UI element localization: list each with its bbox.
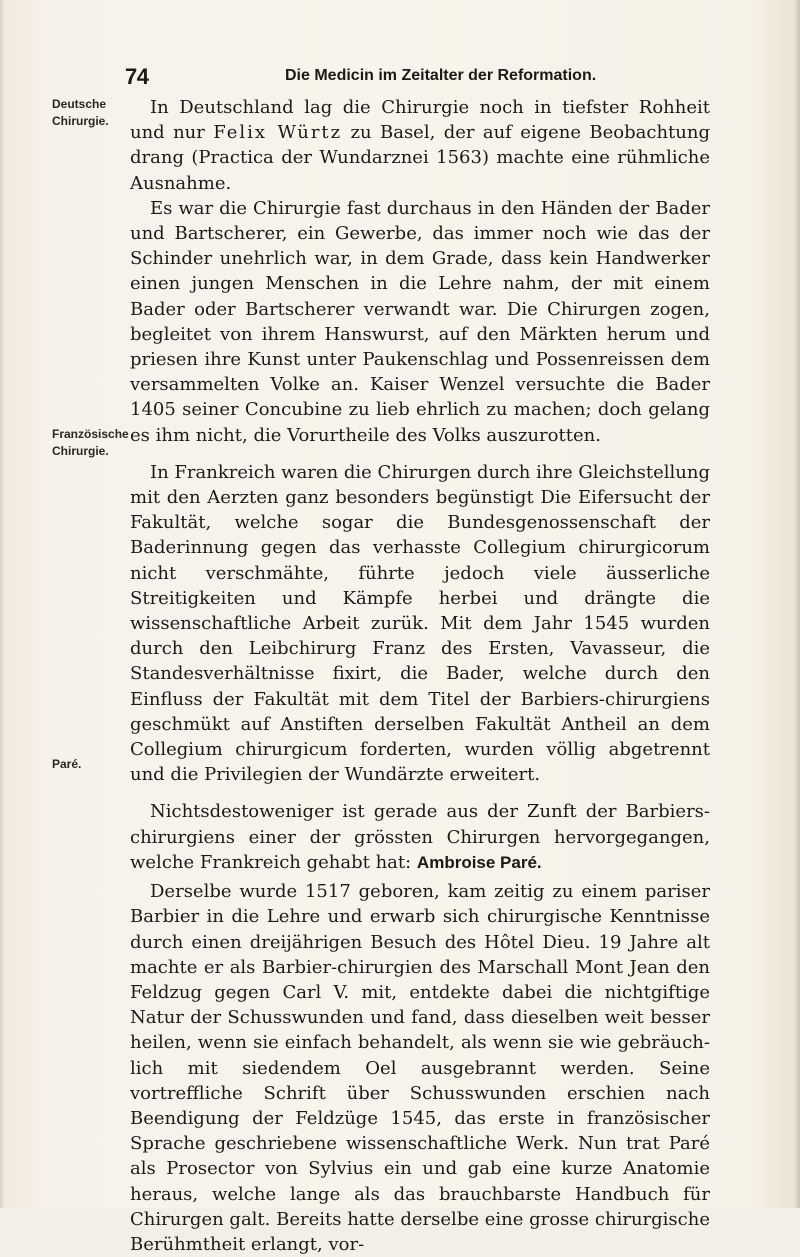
margin-note-pare	[52, 756, 122, 773]
person-name-ambroise-pare: Ambroise Paré.	[416, 852, 542, 872]
paragraph-bader-bartscherer: Es war die Chirurgie fast durchaus in den Händen der Bader und Bartscherer, ein Gewerbe, das immer noch wie das der Schinder unehrlich war, in dem Grade, dass kein Handwerker einen jungen Menschen in die Lehre nahm, der mit einem Bader oder Bartscherer verwandt war. Die Chirurgen zogen, begleitet von ihrem Hanswurst, auf den Märkten herum und priesen ihre Kunst unter Paukenschlag und Possenreissen dem versammelten Volke an. Kaiser Wenzel versuchte die Bader 1405 seiner Concubine zu lieb ehrlich zu machen; doch gelang es ihm nicht, die Vorurtheile des Volks auszurotten.	[130, 197, 710, 446]
body-text	[130, 95, 710, 1257]
margin-note-line: Französische	[52, 427, 129, 441]
paragraph-pare-biography: Derselbe wurde 1517 geboren, kam zeitig zu einem pariser Barbier in die Lehre und erwarb sich chirurgische Kenntnisse durch einen dreijährigen Besuch des Hôtel Dieu. 19 Jahre alt machte er als Barbier-chirurgien des Marschall Mont Jean den Feldzug gegen Carl V. mit, entdekte dabei die nichtgiftige Natur der Schusswunden und fand, dass dieselben weit besser heilen, wenn sie einfach behandelt, als wenn sie wie gebräuchlich mit siedendem Oel ausgebrannt werden. Seine vortreffliche Schrift über Schusswunden erschien nach Beendigung der Feldzüge 1545, das erste in französischer Sprache geschriebene wissenschaftliche Werk. Nun trat Paré als Prosector von Sylvius ein und gab eine kurze Anatomie heraus, welche lange als das brauchbarste Handbuch für Chirurgen galt. Bereits hatte derselbe eine grosse chirurgische Berühmtheit erlangt, vor-	[130, 881, 710, 1255]
paragraph-frankreich: In Frankreich waren die Chirurgen durch ihre Gleichstellung mit den Aerzten ganz besonders begünstigt Die Eifersucht der Fakultät, welche sogar die Bundesgenossenschaft der Baderinnung gegen das verhasste Collegium chirurgicorum nicht verschmähte, führte jedoch viele äusserliche Streitigkeiten und Kämpfe herbei und drängte die wissenschaftliche Arbeit zurük. Mit dem Jahr 1545 wurden durch den Leibchirurg Franz des Ersten, Vavasseur, die Standesverhältnisse fixirt, die Bader, welche durch den Einfluss der Fakultät mit dem Titel der Barbiers-chirurgiens geschmükt auf Anstiften derselben Fakultät Antheil an dem Collegium chirurgicum forderten, wurden völlig abgetrennt und die Privilegien der Wundärzte erweitert.	[130, 461, 710, 786]
margin-note-line: Chirurgie.	[52, 114, 109, 128]
margin-note-deutsche-chirurgie	[52, 96, 122, 130]
page-header	[125, 64, 705, 94]
person-name-felix-wuertz: Felix Würtz	[213, 122, 343, 144]
page-number: 74	[125, 64, 149, 89]
paragraph-pare-intro: Nichtsdestoweniger ist gerade aus der Zunft der Barbiers-chirurgiens einer der grössten Chirurgen hervorgegangen, welche Frankreich gehabt hat: Ambroise Paré.	[130, 801, 710, 873]
margin-note-franzoesische-chirurgie	[52, 426, 129, 460]
margin-note-line: Chirurgie.	[52, 444, 109, 458]
right-edge-shadow	[794, 0, 800, 1208]
margin-note-line: Deutsche	[52, 97, 107, 111]
margin-note-line: Paré.	[52, 757, 82, 771]
left-edge-shadow	[0, 0, 5, 1208]
paragraph-deutschland: In Deutschland lag die Chirurgie noch in tiefster Rohheit und nur Felix Würtz zu Basel, der auf eigene Beobachtung drang (Practica der Wundarznei 1563) machte eine rühmliche Ausnahme.	[130, 97, 710, 194]
running-title: Die Medicin im Zeitalter der Reformation.	[285, 67, 597, 84]
